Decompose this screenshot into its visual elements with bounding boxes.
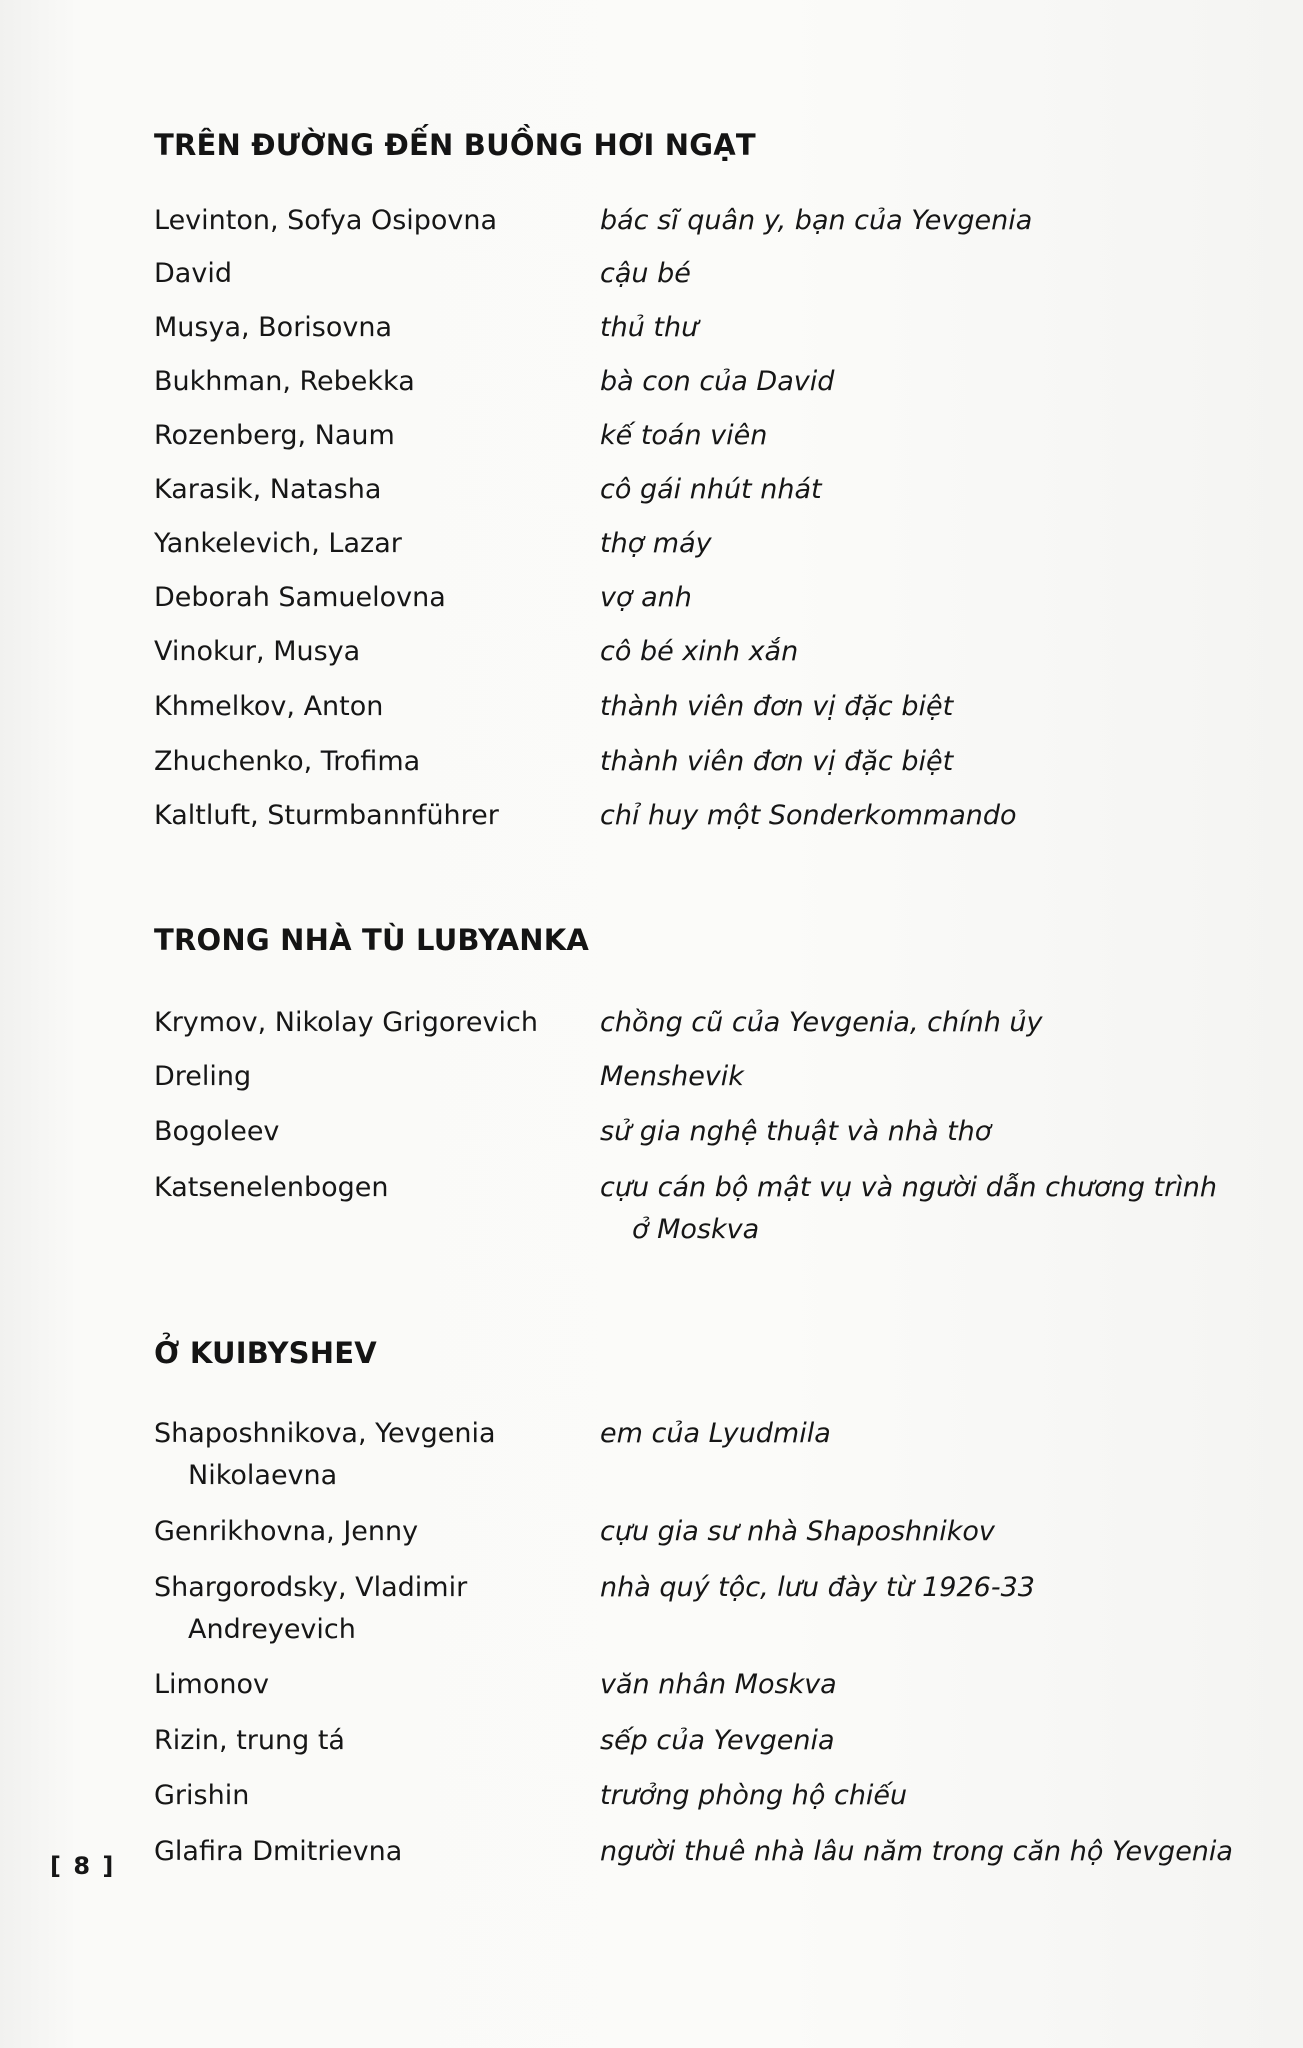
character-name: Katsenelenbogen [154,1172,389,1203]
section-title: Ở KUIBYSHEV [154,1336,377,1370]
character-role: người thuê nhà lâu năm trong căn hộ Yevgenia [600,1836,1233,1867]
character-role: vợ anh [600,582,692,613]
character-name: Kaltluft, Sturmbannführer [154,800,499,831]
character-name: Limonov [154,1669,269,1700]
character-name: Yankelevich, Lazar [154,528,402,559]
character-role: bác sĩ quân y, bạn của Yevgenia [600,205,1033,236]
character-name: Zhuchenko, Trofima [154,746,421,777]
character-role: văn nhân Moskva [600,1669,837,1700]
character-role: chỉ huy một Sonderkommando [600,800,1017,831]
name-line: Shargorodsky, Vladimir [154,1572,468,1603]
character-role: nhà quý tộc, lưu đày từ 1926-33 [600,1572,1035,1603]
character-name: Bukhman, Rebekka [154,366,415,397]
page-number: [ 8 ] [50,1852,116,1880]
character-role: sử gia nghệ thuật và nhà thơ [600,1116,992,1147]
character-role: cô gái nhút nhát [600,474,822,505]
role-line-continued: ở Moskva [632,1214,760,1245]
character-name: Genrikhovna, Jenny [154,1516,419,1547]
character-name: Krymov, Nikolay Grigorevich [154,1007,538,1038]
character-role: trưởng phòng hộ chiếu [600,1780,908,1811]
section-title: TRONG NHÀ TÙ LUBYANKA [154,923,590,957]
character-role: bà con của David [600,366,835,397]
section-title: TRÊN ĐƯỜNG ĐẾN BUỒNG HƠI NGẠT [154,128,756,162]
character-role: cô bé xinh xắn [600,636,799,667]
character-role: thành viên đơn vị đặc biệt [600,691,954,722]
character-role: thủ thư [600,312,699,343]
character-role: cậu bé [600,258,691,289]
character-role: cựu gia sư nhà Shaposhnikov [600,1516,995,1547]
character-role: em của Lyudmila [600,1418,831,1449]
character-name: Rizin, trung tá [154,1725,345,1756]
character-name: Grishin [154,1780,250,1811]
character-name: Glafira Dmitrievna [154,1836,403,1867]
character-name: Karasik, Natasha [154,474,382,505]
character-name: David [154,258,232,289]
character-name: Rozenberg, Naum [154,420,395,451]
name-line: Shaposhnikova, Yevgenia [154,1418,496,1449]
character-role [600,1167,1240,1251]
name-line-continued: Nikolaevna [188,1460,338,1491]
character-name: Khmelkov, Anton [154,691,384,722]
character-name: Vinokur, Musya [154,636,361,667]
character-name: Musya, Borisovna [154,312,393,343]
character-role: thợ máy [600,528,712,559]
character-role: sếp của Yevgenia [600,1725,835,1756]
character-role: Menshevik [600,1061,744,1092]
character-name: Deborah Samuelovna [154,582,446,613]
character-name: Levinton, Sofya Osipovna [154,205,498,236]
character-name [154,1413,584,1497]
character-role: thành viên đơn vị đặc biệt [600,746,954,777]
role-line: cựu cán bộ mật vụ và người dẫn chương trình [600,1172,1217,1203]
character-role: chồng cũ của Yevgenia, chính ủy [600,1007,1043,1038]
character-role: kế toán viên [600,420,768,451]
character-name: Bogoleev [154,1116,280,1147]
character-name [154,1567,584,1651]
name-line-continued: Andreyevich [188,1614,356,1645]
character-name: Dreling [154,1061,252,1092]
